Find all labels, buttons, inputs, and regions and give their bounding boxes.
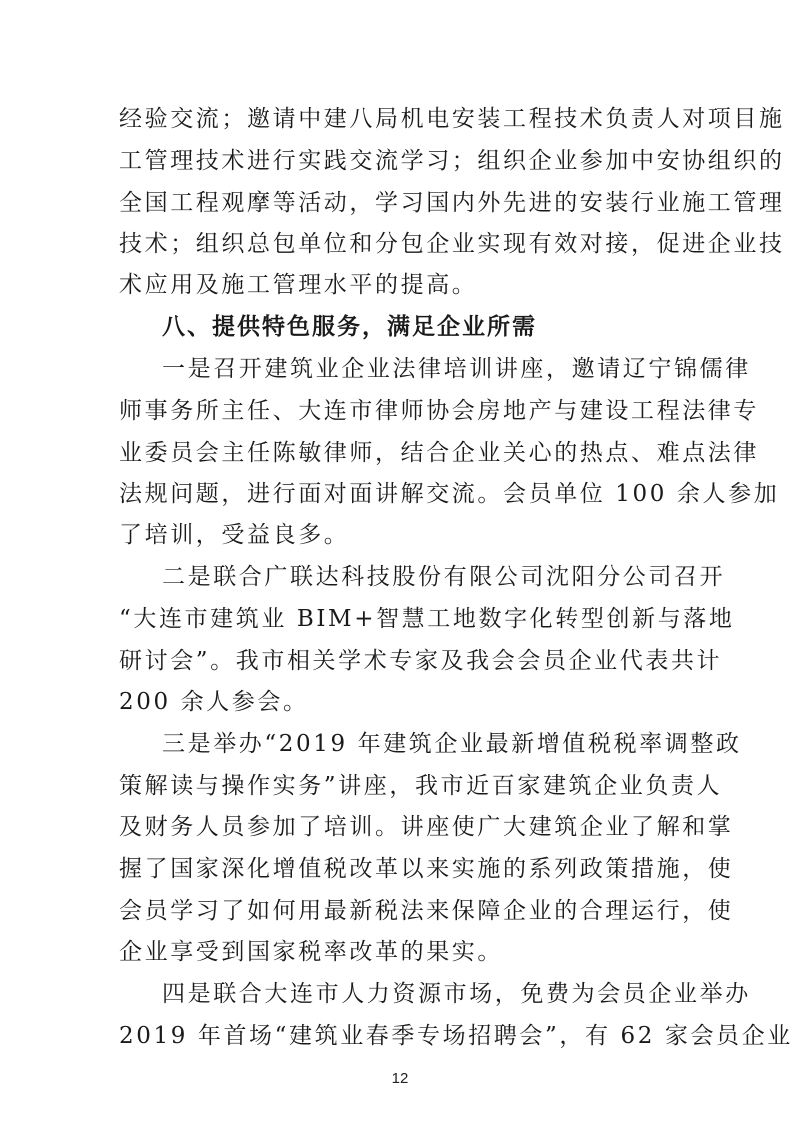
- text-line: 四是联合大连市人力资源市场，免费为会员企业举办: [162, 981, 751, 1007]
- text-line: 经验交流；邀请中建八局机电安装工程技术负责人对项目施: [119, 106, 785, 132]
- text-line: “大连市建筑业 BIM+智慧工地数字化转型创新与落地: [119, 606, 735, 632]
- text-line: 200 余人参会。: [119, 689, 309, 715]
- text-line: 术应用及施工管理水平的提高。: [119, 272, 478, 298]
- text-line: 会员学习了如何用最新税法来保障企业的合理运行，使: [119, 898, 734, 924]
- text-line: 业委员会主任陈敏律师，结合企业关心的热点、难点法律: [119, 440, 759, 466]
- text-line: 握了国家深化增值税改革以来实施的系列政策措施，使: [119, 856, 734, 882]
- page-number: 12: [391, 1070, 409, 1087]
- text-line: 了培训，受益良多。: [119, 522, 350, 548]
- text-line: 一是召开建筑业企业法律培训讲座，邀请辽宁锦儒律: [162, 356, 751, 382]
- text-line: 二是联合广联达科技股份有限公司沈阳分公司召开: [162, 564, 726, 590]
- section-heading: 八、提供特色服务，满足企业所需: [162, 314, 537, 340]
- text-line: 全国工程观摩等活动，学习国内外先进的安装行业施工管理: [119, 190, 785, 216]
- text-line: 三是举办“2019 年建筑企业最新增值税税率调整政: [162, 731, 742, 757]
- text-line: 师事务所主任、大连市律师协会房地产与建设工程法律专: [119, 398, 759, 424]
- text-line: 2019 年首场“建筑业春季专场招聘会”，有 62 家会员企业: [119, 1023, 793, 1049]
- text-line: 策解读与操作实务”讲座，我市近百家建筑企业负责人: [119, 773, 723, 799]
- text-line: 企业享受到国家税率改革的果实。: [119, 939, 503, 965]
- text-line: 工管理技术进行实践交流学习；组织企业参加中安协组织的: [119, 148, 785, 174]
- text-line: 及财务人员参加了培训。讲座使广大建筑企业了解和掌: [119, 814, 734, 840]
- text-line: 法规问题，进行面对面讲解交流。会员单位 100 余人参加: [119, 481, 780, 507]
- text-line: 技术；组织总包单位和分包企业实现有效对接，促进企业技: [119, 231, 785, 257]
- text-line: 研讨会”。我市相关学术专家及我会会员企业代表共计: [119, 648, 723, 674]
